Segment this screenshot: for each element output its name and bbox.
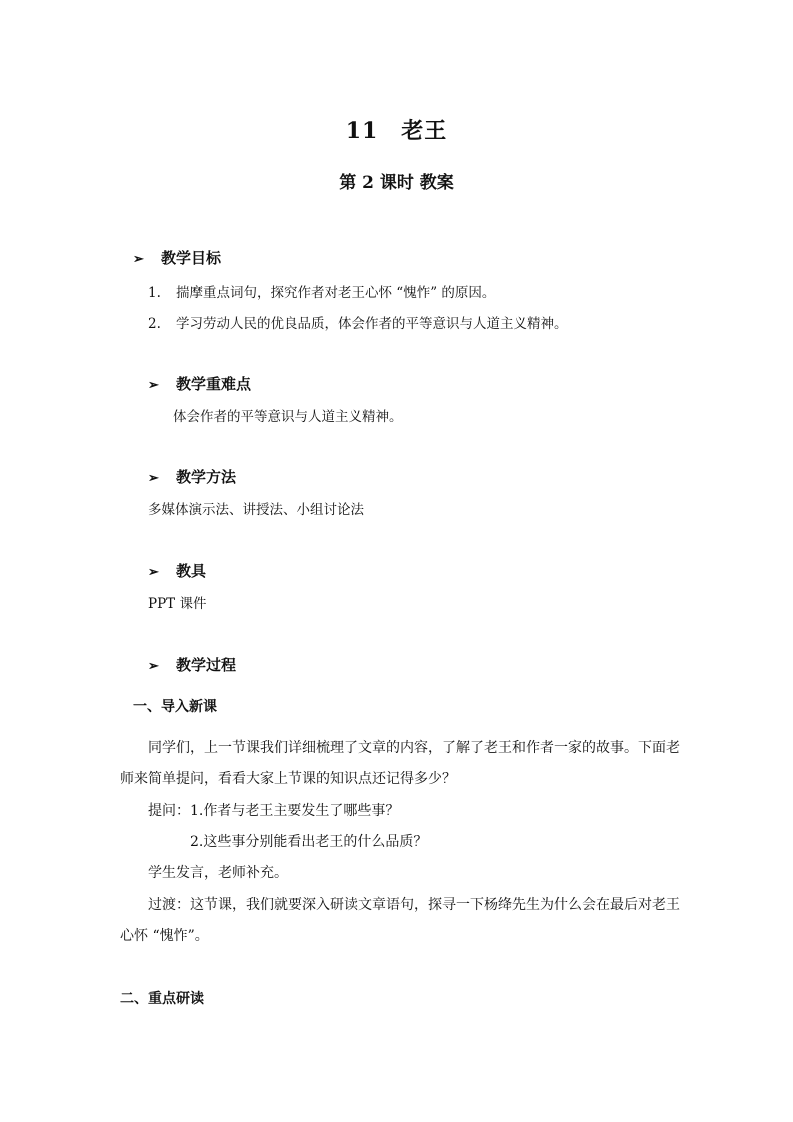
heading-objectives (133, 247, 221, 268)
intro-paragraph-line: 师来简单提问，看看大家上节课的知识点还记得多少？ (120, 771, 456, 787)
list-item (148, 312, 568, 332)
transition-line: 心怀 “愧怍”。 (120, 928, 209, 944)
section-title-intro: 一、导入新课 (133, 699, 217, 715)
list-item-number: 1. (148, 285, 161, 301)
heading-methods (148, 466, 236, 487)
page-title: 11 老王 (345, 118, 448, 144)
list-item-number: 2. (148, 316, 161, 332)
section-title-key-reading: 二、重点研读 (120, 991, 204, 1007)
question-2: 2.这些事分别能看出老王的什么品质？ (190, 834, 428, 850)
transition-line: 过渡：这节课，我们就要深入研读文章语句，探寻一下杨绛先生为什么会在最后对老王 (148, 897, 680, 913)
list-item (148, 281, 495, 301)
key-points-text: 体会作者的平等意识与人道主义精神。 (173, 409, 403, 425)
heading-tools (148, 560, 206, 581)
intro-paragraph-line: 同学们，上一节课我们详细梳理了文章的内容，了解了老王和作者一家的故事。下面老 (148, 740, 680, 756)
heading-label: 教学目标 (161, 249, 222, 267)
arrow-bullet-icon: ➢ (148, 659, 159, 674)
arrow-bullet-icon: ➢ (148, 471, 159, 486)
student-response-text: 学生发言，老师补充。 (148, 865, 288, 881)
methods-text: 多媒体演示法、讲授法、小组讨论法 (148, 502, 364, 518)
heading-process (148, 654, 236, 675)
question-1: 提问：1.作者与老王主要发生了哪些事？ (148, 803, 400, 819)
list-item-text: 揣摩重点词句，探究作者对老王心怀 “愧怍” 的原因。 (176, 285, 496, 301)
heading-label: 教学过程 (176, 656, 237, 674)
page-subtitle: 第 2 课时 教案 (339, 173, 454, 193)
heading-key-points (148, 373, 251, 394)
heading-label: 教学重难点 (176, 375, 252, 393)
arrow-bullet-icon: ➢ (133, 252, 144, 267)
heading-label: 教学方法 (176, 468, 237, 486)
tools-text: PPT 课件 (148, 596, 207, 612)
arrow-bullet-icon: ➢ (148, 378, 159, 393)
heading-label: 教具 (176, 562, 207, 580)
arrow-bullet-icon: ➢ (148, 565, 159, 580)
list-item-text: 学习劳动人民的优良品质，体会作者的平等意识与人道主义精神。 (176, 316, 568, 332)
